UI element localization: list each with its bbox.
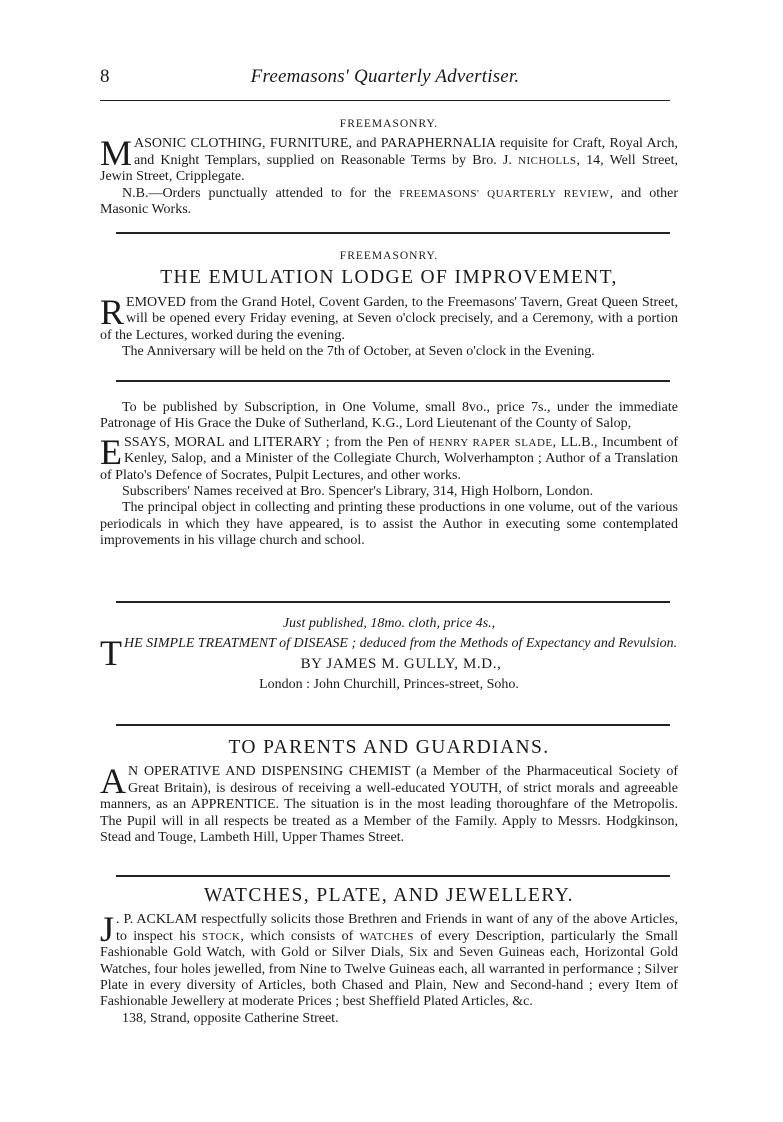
- ad-essays: [100, 400, 678, 550]
- ad-byline: BY JAMES M. GULLY, M.D.,: [300, 655, 502, 672]
- ad-note: N.B.—Orders punctually attended to for the FREEMASONS' QUARTERLY REVIEW, and other Masonic Works.: [100, 185, 678, 218]
- ad-emulation-lodge: [100, 248, 678, 360]
- ad-body: MASONIC CLOTHING, FURNITURE, and PARAPHERNALIA requisite for Craft, Royal Arch, and Knight Templars, supplied on Reasonable Terms by Bro. J. NICHOLLS, 14, Well Street, Jewin Street, Cripplegate.: [100, 133, 678, 185]
- ad-kicker: FREEMASONRY.: [339, 250, 439, 262]
- page-header: [100, 66, 670, 96]
- drop-cap: T: [100, 633, 122, 674]
- ad-publisher: London : John Churchill, Princes-street, Soho.: [259, 677, 519, 693]
- ad-parents-guardians: [100, 737, 678, 846]
- divider-rule: [116, 724, 670, 726]
- ad-watches-jewellery: [100, 885, 678, 1027]
- drop-cap: J: [100, 909, 115, 950]
- running-title: Freemasons' Quarterly Advertiser.: [250, 66, 520, 87]
- ad-headline: WATCHES, PLATE, AND JEWELLERY.: [204, 885, 574, 906]
- drop-cap: R: [100, 291, 125, 332]
- ad-kicker: Just published, 18mo. cloth, price 4s.,: [282, 616, 496, 631]
- ad-principal: The principal object in collecting and printing these productions in one volume, out of the various periodicals in which they have appeared, is to assist the Author in executing some contemplated improvements in his village church and school.: [100, 500, 678, 549]
- divider-rule: [116, 380, 670, 382]
- ad-gully-book: [100, 616, 678, 694]
- ad-kicker: FREEMASONRY.: [339, 118, 439, 130]
- ad-anniversary: The Anniversary will be held on the 7th of October, at Seven o'clock in the Evening.: [122, 344, 595, 360]
- ad-intro: To be published by Subscription, in One Volume, small 8vo., price 7s., under the immediate Patronage of His Grace the Duke of Sutherland, K.G., Lord Lieutenant of the County of Salop,: [100, 400, 678, 432]
- ad-body: A N OPERATIVE AND DISPENSING CHEMIST (a Member of the Pharmaceutical Society of Great Britain), is desirous of receiving a well-educated YOUTH, of strict morals and agreeable manners, as an APPRENTICE. The situation is in the most leading thoroughfare of the Metropolis. The Pupil will in all respects be treated as a Member of the Family. Apply to Messrs. Hodgkinson, Stead and Touge, Lambeth Hill, Upper Thames Street.: [100, 761, 678, 846]
- header-rule: [100, 100, 670, 101]
- ad-body: ESSAYS, MORAL and LITERARY ; from the Pen of HENRY RAPER SLADE, LL.B., Incumbent of Kenley, Salop, and a Minister of the Collegiate Church, Wolverhampton ; Author of a Translation of Plato's Defence of Socrates, Pulpit Lectures, and other works.: [100, 431, 678, 483]
- ad-headline: THE EMULATION LODGE OF IMPROVEMENT,: [160, 267, 618, 289]
- drop-cap: A: [100, 761, 126, 802]
- ad-headline: TO PARENTS AND GUARDIANS.: [228, 737, 550, 758]
- ad-masonic-clothing: [100, 116, 678, 218]
- name-smallcaps: NICHOLLS: [518, 154, 577, 167]
- author-smallcaps: HENRY RAPER SLADE: [428, 436, 553, 449]
- divider-rule: [116, 601, 670, 603]
- ad-subscribers: Subscribers' Names received at Bro. Spencer's Library, 314, High Holborn, London.: [122, 484, 594, 500]
- ad-address: 138, Strand, opposite Catherine Street.: [122, 1010, 339, 1026]
- ad-body: REMOVED from the Grand Hotel, Covent Garden, to the Freemasons' Tavern, Great Queen Street, will be opened every Friday evening, at Seven o'clock precisely, and a Ceremony, with a portion of the Lectures, worked during the evening.: [100, 291, 678, 343]
- page-number: 8: [100, 66, 110, 87]
- drop-cap: E: [100, 431, 122, 472]
- divider-rule: [116, 232, 670, 234]
- divider-rule: [116, 875, 670, 877]
- ad-body: THE SIMPLE TREATMENT of DISEASE ; deduced from the Methods of Expectancy and Revulsion.: [100, 633, 678, 674]
- ad-body: J . P. ACKLAM respectfully solicits those Brethren and Friends in want of any of the above Articles, to inspect his STOCK, which consists of WATCHES of every Description, particularly the Small Fashionable Gold Watch, with Gold or Silver Dials, Six and Seven Guineas each, Horizontal Gold Watches, four holes jewelled, from Nine to Twelve Guineas each, all warranted in performance ; Silver Plate in every diversity of Articles, both Chased and Plain, New and Second-hand ; every Item of Fashionable Jewellery at moderate Prices ; best Sheffield Plated Articles, &c.: [100, 909, 678, 1010]
- drop-cap: M: [100, 133, 133, 174]
